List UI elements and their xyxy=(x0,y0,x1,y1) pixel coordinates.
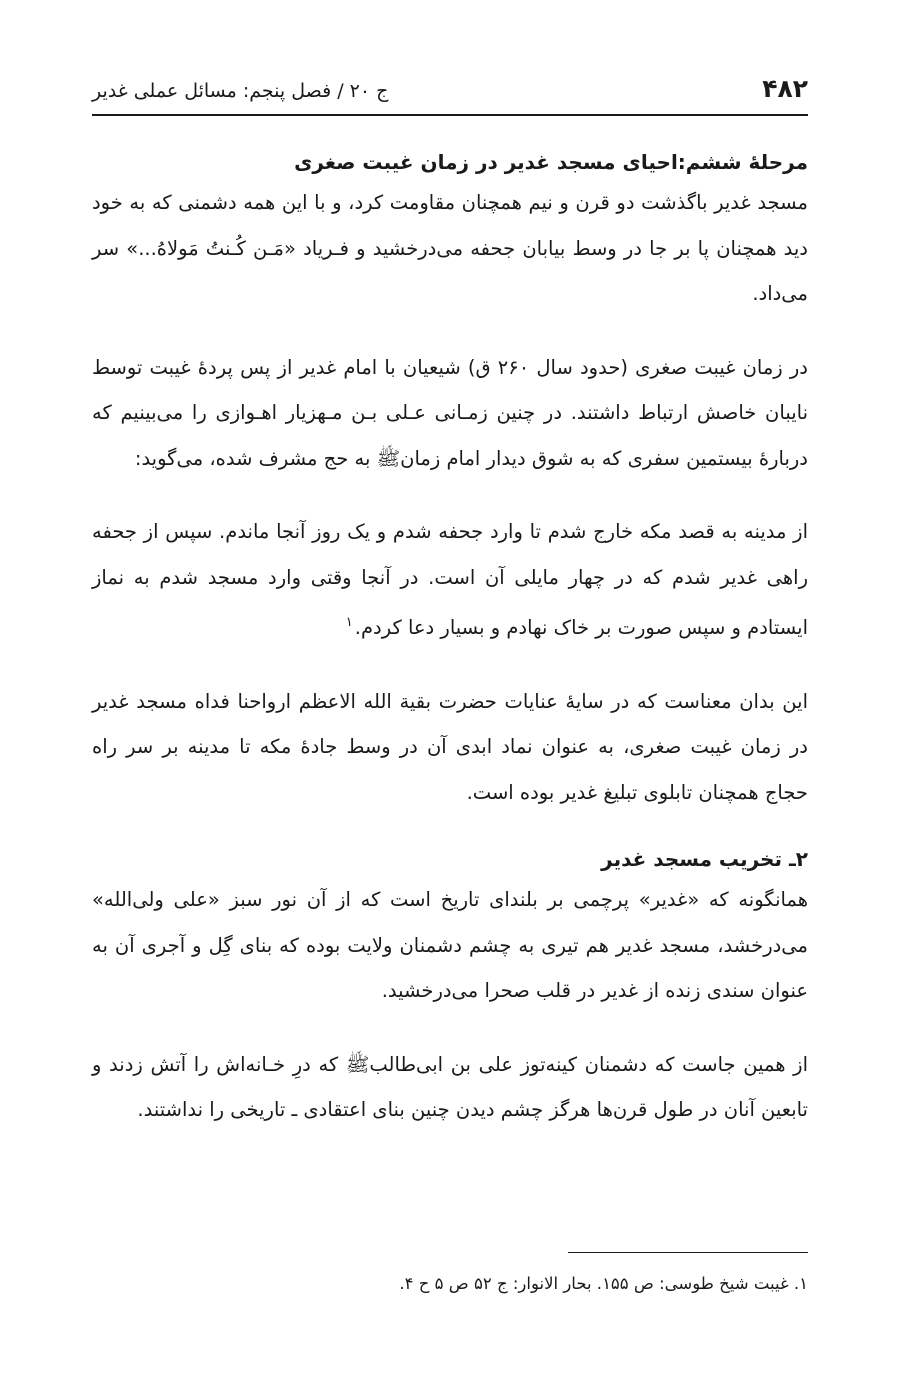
footnote-divider xyxy=(568,1252,808,1253)
paragraph: از همین جاست که دشمنان کینه‌توز علی بن ابی‌طالب‌ﷺ که درِ خـانه‌اش را آتش زدند و تابعین آنان در طول قرن‌ها هرگز چشم دیدن چنین بنای اعتقادی ـ تاریخی را نداشتند. xyxy=(92,1052,808,1121)
quote-text: از مدینه به قصد مکه خارج شدم تا وارد جحفه شدم و یک روز آنجا ماندم. سپس از جحفه راهی غدیر شدم که در چهار مایلی آن است. در آنجا وقتی وارد مسجد شدم به نماز ایستادم و سپس صورت بر خاک نهادم و بسیار دعا کردم. xyxy=(92,520,808,639)
quoted-paragraph xyxy=(92,509,808,651)
running-head: ج ۲۰ / فصل پنجم: مسائل عملی غدیر xyxy=(92,80,389,102)
page-header xyxy=(92,70,808,116)
paragraph: مسجد غدیر باگذشت دو قرن و نیم همچنان مقاومت کرد، و با این همه دشمنی که به خود دید همچنان پا بر جا در وسط بیابان جحفه می‌درخشید و فـریاد «مَـن کُـنتُ مَولاهُ...» سر می‌داد. xyxy=(92,191,808,305)
footnote-marker[interactable]: ۱ xyxy=(345,615,353,630)
paragraph: در زمان غیبت صغری (حدود سال ۲۶۰ ق) شیعیان با امام غدیر از پس پردهٔ غیبت توسط نایبان خاصش ارتباط داشتند. در چنین زمـانی عـلی بـن مـهزیار اهـوازی را می‌بینیم که دربارهٔ بیستمین سفری که به شوق دیدار امام زمان‌ﷺ به حج مشرف شده، می‌گوید: xyxy=(92,355,808,470)
page-body xyxy=(92,144,808,1133)
subsection-heading: ۲ـ تخریب مسجد غدیر xyxy=(601,847,808,871)
page-number: ۴۸۲ xyxy=(762,74,808,103)
footnote: ۱. غیبت شیخ طوسی: ص ۱۵۵. بحار الانوار: ج ۵۲ ص ۵ ح ۴. xyxy=(399,1274,808,1293)
paragraph: این بدان معناست که در سایهٔ عنایات حضرت بقیة الله الاعظم ارواحنا فداه مسجد غدیر در زمان غیبت صغری، به عنوان نماد ابدی آن در وسط جادهٔ مکه تا مدینه بر سر راه حجاج همچنان تابلوی تبلیغ غدیر بوده است. xyxy=(92,689,808,804)
section-heading: مرحلهٔ ششم:احیای مسجد غدیر در زمان غیبت صغری xyxy=(294,150,808,174)
paragraph: همانگونه که «غدیر» پرچمی بر بلندای تاریخ است که از آن نور سبز «علی ولی‌الله» می‌درخشد، مسجد غدیر هم تیری به چشم دشمنان ولایت بوده که بنای گِل و آجری آن به عنوان سندی زنده از غدیر در قلب صحرا می‌درخشید. xyxy=(92,888,808,1002)
